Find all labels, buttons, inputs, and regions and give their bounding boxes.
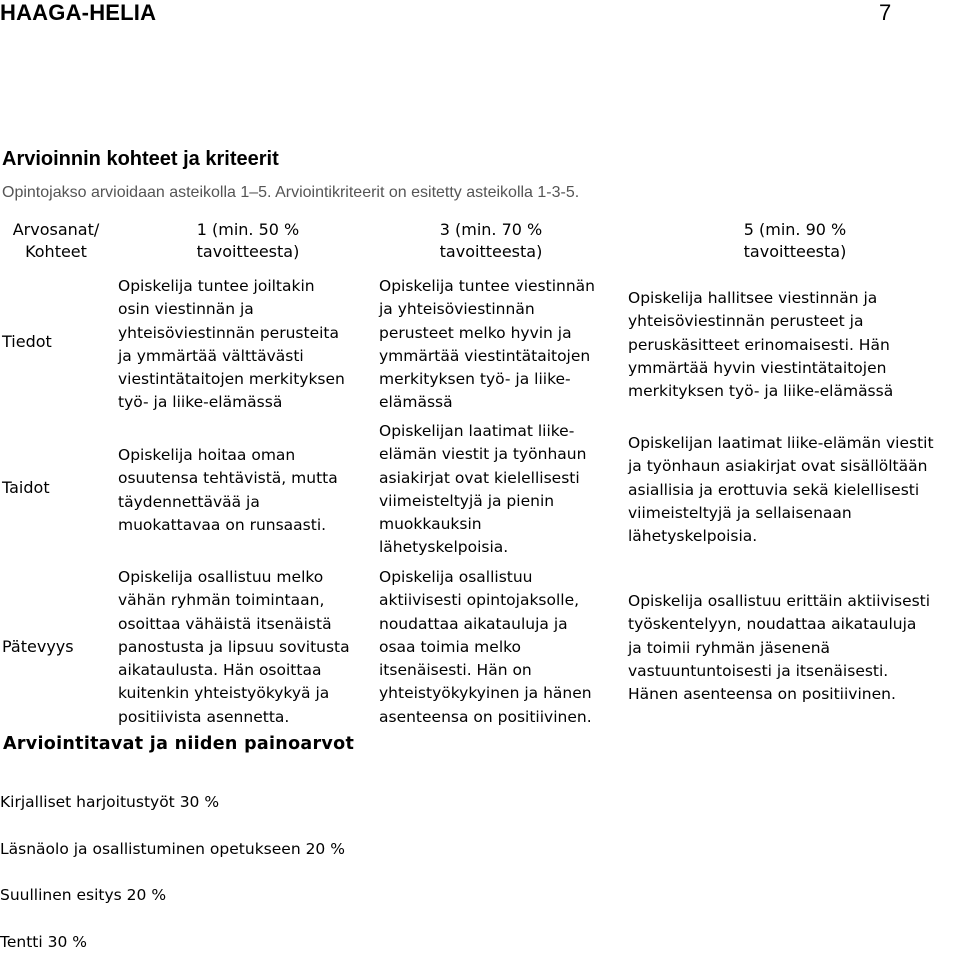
section-title: Arvioinnin kohteet ja kriteerit (2, 148, 279, 170)
method-item: Tentti 30 % (0, 933, 87, 952)
criteria-cell-tiedot-5: Opiskelija hallitsee viestinnän ja yhteisöviestinnän perusteet ja peruskäsitteet erinomaisesti. Hän ymmärtää hyvin viestintätaitojen merkityksen työ- ja liike-elämässä (628, 289, 894, 401)
organization-name: HAAGA-HELIA (0, 0, 157, 25)
section-subtitle: Opintojakso arvioidaan asteikolla 1–5. Arviointikriteerit on esitetty asteikolla 1-3-5. (2, 184, 580, 201)
criteria-cell-taidot-5: Opiskelijan laatimat liike-elämän viestit ja työnhaun asiakirjat ovat sisällöltään asiallisia ja erottuvia sekä kielellisesti viimeisteltyjä ja sellaisenaan lähetyskelpoisia. (628, 434, 934, 546)
corner-header: Arvosanat/ Kohteet (12, 220, 100, 261)
methods-title: Arviointitavat ja niiden painoarvot (3, 734, 355, 754)
methods-list (0, 768, 345, 978)
row-label-tiedot: Tiedot (2, 332, 52, 351)
criteria-cell-tiedot-1: Opiskelija tuntee joiltakin osin viestinnän ja yhteisöviestinnän perusteita ja ymmärtää välttävästi viestintätaitojen merkityksen työ- ja liike-elämässä (118, 277, 345, 412)
method-item: Kirjalliset harjoitustyöt 30 % (0, 793, 220, 812)
grade-header-3: 3 (min. 70 % tavoitteesta) (439, 220, 543, 261)
criteria-cell-patevyys-3: Opiskelija osallistuu aktiivisesti opintojaksolle, noudattaa aikatauluja ja osaa toimia melko itsenäisesti. Hän on yhteistyökykyinen ja hänen asenteensa on positiivinen. (379, 568, 592, 726)
grade-header-1: 1 (min. 50 % tavoitteesta) (196, 220, 300, 261)
method-item: Läsnäolo ja osallistuminen opetukseen 20 % (0, 839, 345, 858)
grade-header-5: 5 (min. 90 % tavoitteesta) (743, 220, 847, 261)
method-item: Suullinen esitys 20 % (0, 886, 167, 905)
criteria-cell-patevyys-5: Opiskelija osallistuu erittäin aktiivisesti työskentelyyn, noudattaa aikatauluja ja toimii ryhmän jäsenenä vastuuntuntoisesti ja itsenäisesti. Hänen asenteensa on positiivinen. (628, 592, 931, 704)
criteria-cell-taidot-3: Opiskelijan laatimat liike- elämän viestit ja työnhaun asiakirjat ovat kielellisesti viimeisteltyjä ja pienin muokkauksin lähetyskelpoisia. (379, 422, 587, 557)
page-number: 7 (879, 0, 892, 25)
row-label-patevyys: Pätevyys (2, 637, 74, 656)
criteria-cell-tiedot-3: Opiskelija tuntee viestinnän ja yhteisöviestinnän perusteet melko hyvin ja ymmärtää viestintätaitojen merkityksen työ- ja liike- elämässä (379, 277, 595, 412)
criteria-cell-taidot-1: Opiskelija hoitaa oman osuutensa tehtävistä, mutta täydennettävää ja muokattavaa on runsaasti. (118, 446, 338, 534)
row-label-taidot: Taidot (2, 478, 50, 497)
criteria-cell-patevyys-1: Opiskelija osallistuu melko vähän ryhmän toimintaan, osoittaa vähäistä itsenäistä panostusta ja lipsuu sovitusta aikataulusta. Hän osoittaa kuitenkin yhteistyökykyä ja positiivista asennetta. (118, 568, 350, 726)
